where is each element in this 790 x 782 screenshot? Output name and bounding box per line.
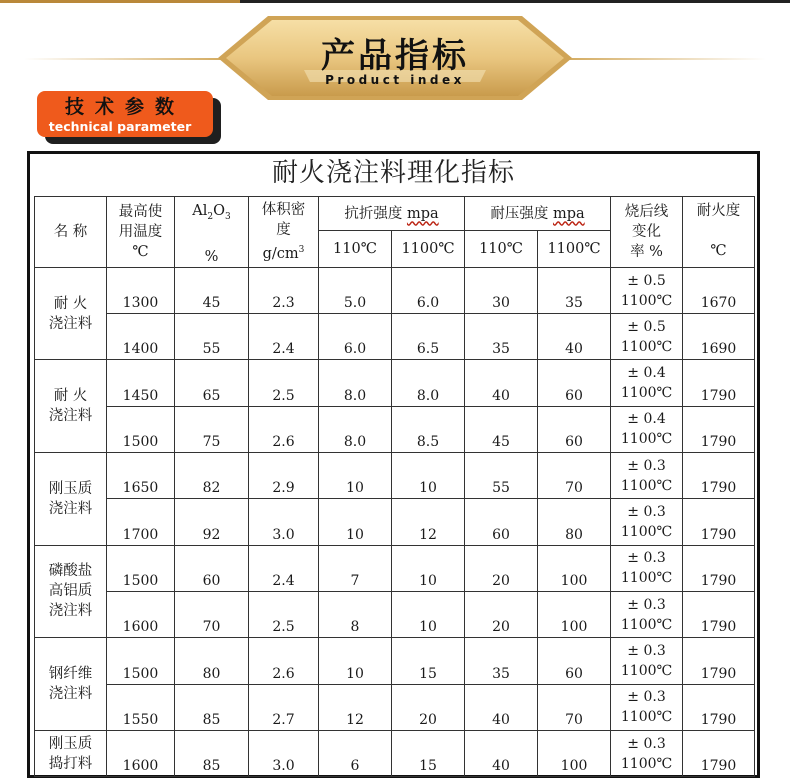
cell-flex-1100: 8.0 (392, 360, 465, 406)
cell-density: 2.4 (249, 545, 319, 591)
cell-linear-change: ± 0.3 1100℃ (611, 545, 683, 591)
header-max-temp: 最高使 用温度 ℃ (107, 197, 175, 268)
table-row (35, 545, 755, 591)
cell-linear-change: ± 0.3 1100℃ (611, 684, 683, 730)
material-name: 耐 火 浇注料 (35, 267, 107, 360)
table-row (35, 684, 755, 730)
cell-density: 2.6 (249, 638, 319, 684)
cell-density: 2.3 (249, 267, 319, 313)
section-tag-title: 技术参数 (64, 96, 185, 118)
cell-flex-110: 10 (319, 638, 392, 684)
cell-flex-110: 6 (319, 730, 392, 776)
table-row (35, 453, 755, 499)
cell-comp-110: 40 (465, 730, 538, 776)
cell-flex-110: 8 (319, 591, 392, 637)
cell-max-temp: 1650 (107, 453, 175, 499)
header-flexural: 抗折强度 mpa (319, 197, 465, 231)
cell-flex-1100: 6.5 (392, 314, 465, 360)
cell-al2o3: 70 (175, 591, 249, 637)
banner-subtitle: Product index (325, 73, 465, 87)
cell-flex-110: 7 (319, 545, 392, 591)
cell-al2o3: 85 (175, 684, 249, 730)
cell-flex-1100: 10 (392, 453, 465, 499)
table-row (35, 406, 755, 452)
cell-comp-110: 30 (465, 267, 538, 313)
spec-table (34, 196, 755, 777)
cell-flex-1100: 10 (392, 591, 465, 637)
cell-comp-110: 40 (465, 360, 538, 406)
top-border-accent (0, 0, 240, 3)
cell-density: 2.4 (249, 314, 319, 360)
cell-al2o3: 65 (175, 360, 249, 406)
cell-al2o3: 75 (175, 406, 249, 452)
cell-density: 2.5 (249, 360, 319, 406)
cell-comp-1100: 100 (538, 545, 611, 591)
cell-density: 3.0 (249, 730, 319, 776)
table-row (35, 360, 755, 406)
cell-al2o3: 92 (175, 499, 249, 545)
cell-max-temp: 1600 (107, 591, 175, 637)
cell-comp-110: 40 (465, 684, 538, 730)
cell-al2o3: 55 (175, 314, 249, 360)
header-al2o3: $Al_2O_3$ % (175, 197, 249, 268)
table-row (35, 314, 755, 360)
cell-flex-1100: 15 (392, 730, 465, 776)
cell-max-temp: 1450 (107, 360, 175, 406)
cell-comp-1100: 40 (538, 314, 611, 360)
cell-flex-1100: 10 (392, 545, 465, 591)
header-flex-110: 110℃ (319, 231, 392, 267)
cell-al2o3: 45 (175, 267, 249, 313)
header-flex-1100: 1100℃ (392, 231, 465, 267)
cell-comp-1100: 100 (538, 730, 611, 776)
cell-comp-1100: 35 (538, 267, 611, 313)
cell-max-temp: 1600 (107, 730, 175, 776)
cell-comp-110: 60 (465, 499, 538, 545)
table-row (35, 591, 755, 637)
cell-density: 2.9 (249, 453, 319, 499)
cell-linear-change: ± 0.3 1100℃ (611, 638, 683, 684)
section-tag-subtitle: technical parameter (48, 119, 192, 134)
cell-max-temp: 1550 (107, 684, 175, 730)
header-comp-110: 110℃ (465, 231, 538, 267)
cell-comp-110: 45 (465, 406, 538, 452)
header-linear-change: 烧后线 变化 率 % (611, 197, 683, 268)
material-name: 磷酸盐 高铝质 浇注料 (35, 545, 107, 638)
cell-refractoriness: 1790 (683, 684, 755, 730)
cell-max-temp: 1500 (107, 406, 175, 452)
cell-comp-1100: 80 (538, 499, 611, 545)
cell-density: 2.7 (249, 684, 319, 730)
cell-refractoriness: 1790 (683, 453, 755, 499)
cell-comp-110: 35 (465, 314, 538, 360)
cell-comp-1100: 60 (538, 360, 611, 406)
material-name: 刚玉质 浇注料 (35, 453, 107, 546)
table-row (35, 730, 755, 776)
cell-comp-1100: 100 (538, 591, 611, 637)
cell-max-temp: 1500 (107, 545, 175, 591)
table-title: 耐火浇注料理化指标 (271, 158, 515, 188)
cell-flex-110: 10 (319, 453, 392, 499)
cell-linear-change: ± 0.4 1100℃ (611, 406, 683, 452)
header-comp-1100: 1100℃ (538, 231, 611, 267)
material-name: 耐 火 浇注料 (35, 360, 107, 453)
cell-flex-110: 5.0 (319, 267, 392, 313)
cell-comp-110: 20 (465, 591, 538, 637)
top-border (0, 0, 790, 3)
cell-max-temp: 1300 (107, 267, 175, 313)
cell-al2o3: 85 (175, 730, 249, 776)
material-name: 钢纤维 浇注料 (35, 638, 107, 731)
header-density: 体积密 度 $g/cm^3$ (249, 197, 319, 268)
cell-linear-change: ± 0.4 1100℃ (611, 360, 683, 406)
cell-al2o3: 82 (175, 453, 249, 499)
cell-linear-change: ± 0.3 1100℃ (611, 591, 683, 637)
cell-linear-change: ± 0.5 1100℃ (611, 267, 683, 313)
cell-density: 2.6 (249, 406, 319, 452)
material-name: 刚玉质 捣打料 (35, 730, 107, 776)
cell-linear-change: ± 0.3 1100℃ (611, 730, 683, 776)
cell-max-temp: 1400 (107, 314, 175, 360)
cell-comp-1100: 70 (538, 684, 611, 730)
cell-refractoriness: 1790 (683, 591, 755, 637)
cell-flex-1100: 12 (392, 499, 465, 545)
cell-density: 2.5 (249, 591, 319, 637)
cell-max-temp: 1700 (107, 499, 175, 545)
cell-refractoriness: 1790 (683, 360, 755, 406)
cell-refractoriness: 1790 (683, 638, 755, 684)
cell-flex-110: 8.0 (319, 406, 392, 452)
cell-linear-change: ± 0.5 1100℃ (611, 314, 683, 360)
cell-comp-110: 55 (465, 453, 538, 499)
cell-flex-110: 12 (319, 684, 392, 730)
cell-al2o3: 80 (175, 638, 249, 684)
cell-density: 3.0 (249, 499, 319, 545)
cell-flex-110: 8.0 (319, 360, 392, 406)
cell-refractoriness: 1790 (683, 545, 755, 591)
cell-al2o3: 60 (175, 545, 249, 591)
banner-title: 产品指标 (321, 36, 469, 76)
header-refractoriness: 耐火度 ℃ (683, 197, 755, 268)
cell-comp-1100: 70 (538, 453, 611, 499)
cell-refractoriness: 1790 (683, 406, 755, 452)
cell-refractoriness: 1670 (683, 267, 755, 313)
cell-flex-1100: 6.0 (392, 267, 465, 313)
cell-comp-1100: 60 (538, 406, 611, 452)
cell-flex-110: 10 (319, 499, 392, 545)
cell-linear-change: ± 0.3 1100℃ (611, 453, 683, 499)
header-compressive: 耐压强度 mpa (465, 197, 611, 231)
cell-refractoriness: 1790 (683, 499, 755, 545)
cell-flex-1100: 15 (392, 638, 465, 684)
table-row (35, 499, 755, 545)
table-row (35, 638, 755, 684)
cell-max-temp: 1500 (107, 638, 175, 684)
cell-comp-1100: 60 (538, 638, 611, 684)
cell-comp-110: 35 (465, 638, 538, 684)
cell-flex-1100: 8.5 (392, 406, 465, 452)
header-name: 名 称 (35, 197, 107, 268)
cell-comp-110: 20 (465, 545, 538, 591)
cell-refractoriness: 1690 (683, 314, 755, 360)
cell-refractoriness: 1790 (683, 730, 755, 776)
cell-flex-110: 6.0 (319, 314, 392, 360)
cell-linear-change: ± 0.3 1100℃ (611, 499, 683, 545)
cell-flex-1100: 20 (392, 684, 465, 730)
table-row (35, 267, 755, 313)
